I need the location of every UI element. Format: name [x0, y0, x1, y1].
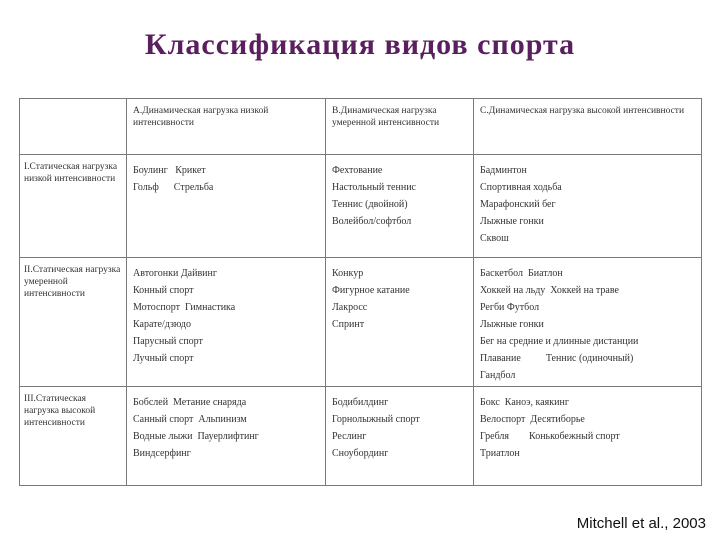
- table-cell: [326, 258, 474, 387]
- row-header-static-moderate: II.Статическая нагрузка умеренной интенсивности: [20, 258, 127, 387]
- sport-entry: Боулинг Крикет: [133, 165, 206, 176]
- sport-entry: Бокс Каноэ, каякинг: [480, 397, 569, 408]
- sport-entry: Баскетбол Биатлон: [480, 268, 563, 279]
- citation: Mitchell et al., 2003: [576, 515, 706, 532]
- sport-entry: Фехтование: [332, 165, 383, 176]
- table-header-row: [20, 99, 702, 155]
- sport-entry: Триатлон: [480, 448, 520, 459]
- table-row: [20, 387, 702, 486]
- sport-entry: Лыжные гонки: [480, 216, 544, 227]
- sport-entry: Бадминтон: [480, 165, 527, 176]
- sport-entry: Санный спорт Альпинизм: [133, 414, 247, 425]
- sport-entry: Автогонки Дайвинг: [133, 268, 217, 279]
- sport-entry: Бодибилдинг: [332, 397, 389, 408]
- sport-entry: Бег на средние и длинные дистанции: [480, 336, 639, 347]
- page-title: Классификация видов спорта: [144, 28, 576, 61]
- sport-entry: Лыжные гонки: [480, 319, 544, 330]
- table-row: [20, 155, 702, 258]
- sport-entry: Сквош: [480, 233, 509, 244]
- row-header-static-high: III.Статическая нагрузка высокой интенсивности: [20, 387, 127, 486]
- sport-entry: Виндсерфинг: [133, 448, 191, 459]
- column-header-a: A.Динамическая нагрузка низкой интенсивности: [127, 99, 326, 155]
- sport-entry: Гольф Стрельба: [133, 182, 214, 193]
- table-cell: [474, 258, 702, 387]
- sport-entry: Плавание Теннис (одиночный): [480, 353, 634, 364]
- sport-entry: Карате/дзюдо: [133, 319, 191, 330]
- row-header-static-low: I.Статическая нагрузка низкой интенсивности: [20, 155, 127, 258]
- column-header-c: C.Динамическая нагрузка высокой интенсивности: [474, 99, 702, 155]
- sport-entry: Спринт: [332, 319, 365, 330]
- sport-entry: Гребля Конькобежный спорт: [480, 431, 620, 442]
- table-cell: [474, 155, 702, 258]
- sport-entry: Лакросс: [332, 302, 368, 313]
- sport-entry: Конный спорт: [133, 285, 194, 296]
- sport-entry: Марафонский бег: [480, 199, 556, 210]
- sport-entry: Спортивная ходьба: [480, 182, 562, 193]
- table-cell: [127, 155, 326, 258]
- sport-entry: Регби Футбол: [480, 302, 540, 313]
- sport-entry: Бобслей Метание снаряда: [133, 397, 247, 408]
- column-header-b: B.Динамическая нагрузка умеренной интенсивности: [326, 99, 474, 155]
- sport-entry: Гандбол: [480, 370, 516, 381]
- table-row: [20, 258, 702, 387]
- sport-entry: Фигурное катание: [332, 285, 410, 296]
- table-cell: [127, 258, 326, 387]
- sport-entry: Реслинг: [332, 431, 367, 442]
- sport-entry: Водные лыжи Пауерлифтинг: [133, 431, 259, 442]
- sport-entry: Сноубординг: [332, 448, 389, 459]
- sport-entry: Хоккей на льду Хоккей на траве: [480, 285, 619, 296]
- sport-entry: Парусный спорт: [133, 336, 203, 347]
- sport-entry: Теннис (двойной): [332, 199, 408, 210]
- table-cell: [474, 387, 702, 486]
- table-cell: [127, 387, 326, 486]
- sport-entry: Горнолыжный спорт: [332, 414, 420, 425]
- sport-entry: Велоспорт Десятиборье: [480, 414, 585, 425]
- sport-entry: Волейбол/софтбол: [332, 216, 412, 227]
- corner-cell: [20, 99, 127, 155]
- table-cell: [326, 155, 474, 258]
- table-cell: [326, 387, 474, 486]
- sport-entry: Настольный теннис: [332, 182, 416, 193]
- sport-entry: Лучный спорт: [133, 353, 194, 364]
- sports-classification-table: [19, 98, 702, 486]
- sport-entry: Мотоспорт Гимнастика: [133, 302, 236, 313]
- sport-entry: Конкур: [332, 268, 364, 279]
